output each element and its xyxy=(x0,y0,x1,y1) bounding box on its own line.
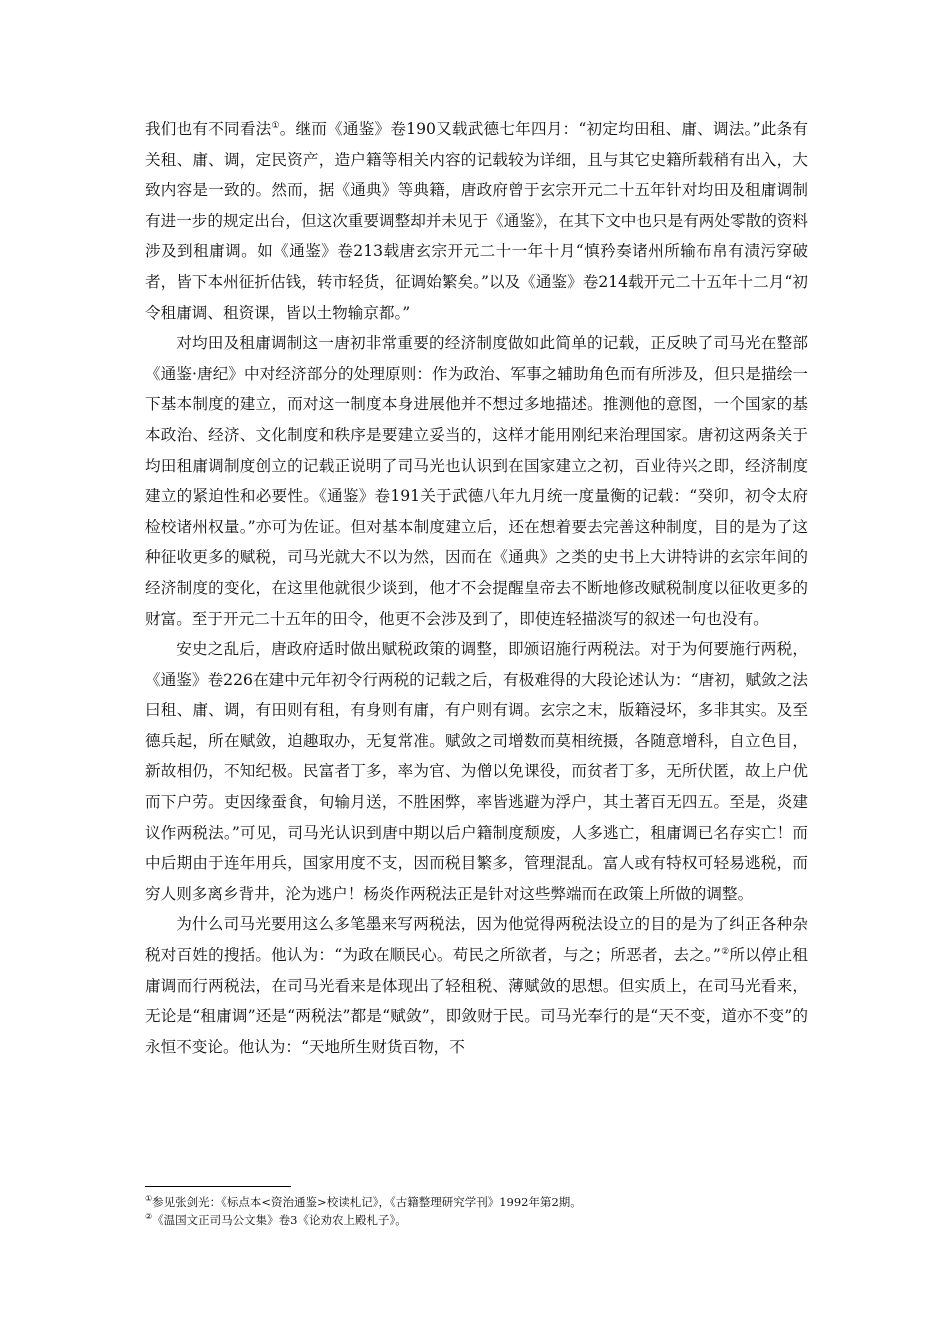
footnote xyxy=(145,1193,808,1211)
footnote-text: 参见张剑光：《标点本<资治通鉴>校读札记》，《古籍整理研究学刊》1992年第2期。 xyxy=(152,1195,582,1209)
paragraph-text: 安史之乱后，唐政府适时做出赋税政策的调整，即颁诏施行两税法。对于为何要施行两税，《通鉴》卷226在建中元年初令行两税的记载之后，有极难得的大段论述认为：“唐初，赋敛之法曰租、庸、调，有田则有租，有身则有庸，有户则有调。玄宗之末，版籍浸坏，多非其实。及至德兵起，所在赋敛，迫趣取办，无复常准。赋敛之司增数而莫相统摄，各随意增科，自立色目，新故相仍，不知纪极。民富者丁多，率为官、为僧以免课役，而贫者丁多，无所伏匿，故上户优而下户劳。吏因缘蚕食，旬输月送，不胜困弊，率皆逃避为浮户，其土著百无四五。至是，炎建议作两税法。”可见，司马光认识到唐中期以后户籍制度颓废，人多逃亡，租庸调已名存实亡！而中后期由于连年用兵，国家用度不支，因而税目繁多，管理混乱。富人或有特权可轻易逃税，而穷人则多离乡背井，沦为逃户！杨炎作两税法正是针对这些弊端而在政策上所做的调整。 xyxy=(145,640,808,903)
footnote-ref[interactable]: ① xyxy=(271,120,280,131)
footnote-mark: ① xyxy=(145,1194,153,1204)
paragraph xyxy=(145,114,808,328)
paragraph xyxy=(145,634,808,909)
paragraph xyxy=(145,909,808,1062)
body-text xyxy=(145,114,808,1062)
footnote-mark: ② xyxy=(145,1212,153,1222)
footnote-ref[interactable]: ② xyxy=(720,946,730,957)
paragraph-text: 我们也有不同看法 xyxy=(145,120,272,138)
footnote-separator xyxy=(145,1186,291,1187)
paragraph-text: 所以停止租庸调而行两税法，在司马光看来是体现出了轻租税、薄赋敛的思想。但实质上，在司马光看来，无论是“租庸调”还是“两税法”都是“赋敛”，即敛财于民。司马光奉行的是“天不变，道亦不变”的永恒不变论。他认为：“天地所生财货百物，不 xyxy=(145,946,808,1056)
footnote xyxy=(145,1211,808,1229)
paragraph xyxy=(145,328,808,634)
paragraph-text: 对均田及租庸调制这一唐初非常重要的经济制度做如此简单的记载，正反映了司马光在整部《通鉴·唐纪》中对经济部分的处理原则：作为政治、军事之辅助角色而有所涉及，但只是描绘一下基本制度的建立，而对这一制度本身进展他并不想过多地描述。推测他的意图，一个国家的基本政治、经济、文化制度和秩序是要建立妥当的，这样才能用刚纪来治理国家。唐初这两条关于均田租庸调制度创立的记载正说明了司马光也认识到在国家建立之初，百业待兴之即，经济制度建立的紧迫性和必要性。《通鉴》卷191关于武德八年九月统一度量衡的记载：“癸卯，初令太府检校诸州权量。”亦可为佐证。但对基本制度建立后，还在想着要去完善这种制度，目的是为了这种征收更多的赋税，司马光就大不以为然，因而在《通典》之类的史书上大讲特讲的玄宗年间的经济制度的变化，在这里他就很少谈到，他才不会提醒皇帝去不断地修改赋税制度以征收更多的财富。至于开元二十五年的田令，他更不会涉及到了，即使连轻描淡写的叙述一句也没有。 xyxy=(145,334,808,628)
footnotes xyxy=(145,1193,808,1229)
paragraph-text: 。继而《通鉴》卷190又载武德七年四月：“初定均田租、庸、调法。”此条有关租、庸、调，定民资产，造户籍等相关内容的记载较为详细，且与其它史籍所载稍有出入，大致内容是一致的。然而，据《通典》等典籍，唐政府曾于玄宗开元二十五年针对均田及租庸调制有进一步的规定出台，但这次重要调整却并未见于《通鉴》，在其下文中也只是有两处零散的资料涉及到租庸调。如《通鉴》卷213载唐玄宗开元二十一年十月“慎矜奏诸州所输布帛有渍污穿破者，皆下本州征折估钱，转市轻货，征调始繁矣。”以及《通鉴》卷214载开元二十五年十二月“初令租庸调、租资课，皆以土物输京都。” xyxy=(145,120,808,322)
footnote-text: 《温国文正司马公文集》卷3《论劝农上殿札子》。 xyxy=(152,1213,407,1227)
paragraph-text: 为什么司马光要用这么多笔墨来写两税法，因为他觉得两税法设立的目的是为了纠正各种杂税对百姓的搜括。他认为：“为政在顺民心。苟民之所欲者，与之；所恶者，去之。” xyxy=(145,915,808,965)
